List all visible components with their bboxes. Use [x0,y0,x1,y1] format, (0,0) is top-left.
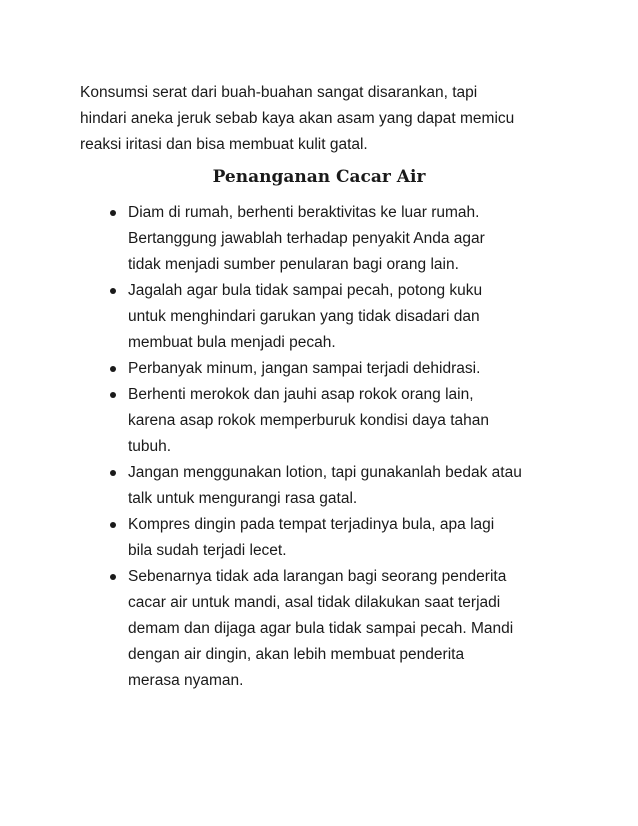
bullet-item [128,564,568,694]
bullet-line: Jangan menggunakan lotion, tapi gunakanlah bedak atau [128,464,522,481]
bullet-icon [110,470,116,476]
bullet-line: Berhenti merokok dan jauhi asap rokok orang lain, [128,386,474,403]
bullet-icon [110,574,116,580]
bullet-line: dengan air dingin, akan lebih membuat penderita [128,646,465,663]
bullet-line: tidak menjadi sumber penularan bagi orang lain. [128,256,459,273]
bullet-line: bila sudah terjadi lecet. [128,542,287,559]
bullet-item [128,356,568,382]
intro-line: Konsumsi serat dari buah-buahan sangat disarankan, tapi [80,84,478,101]
intro-line: hindari aneka jeruk sebab kaya akan asam yang dapat memicu [80,110,515,127]
bullet-item [128,382,568,460]
intro-paragraph [80,80,580,158]
bullet-line: Perbanyak minum, jangan sampai terjadi dehidrasi. [128,360,481,377]
bullet-item [128,460,568,512]
bullet-line: untuk menghindari garukan yang tidak disadari dan [128,308,480,325]
bullet-line: Jagalah agar bula tidak sampai pecah, potong kuku [128,282,483,299]
bullet-line: demam dan dijaga agar bula tidak sampai pecah. Mandi [128,620,514,637]
bullet-icon [110,288,116,294]
bullet-line: tubuh. [128,438,172,455]
bullet-item [128,512,568,564]
bullet-line: Diam di rumah, berhenti beraktivitas ke luar rumah. [128,204,480,221]
bullet-line: Sebenarnya tidak ada larangan bagi seorang penderita [128,568,507,585]
bullet-line: membuat bula menjadi pecah. [128,334,336,351]
bullet-icon [110,210,116,216]
bullet-icon [110,392,116,398]
bullet-line: Kompres dingin pada tempat terjadinya bula, apa lagi [128,516,495,533]
bullet-line: Bertanggung jawablah terhadap penyakit Anda agar [128,230,485,247]
bullet-item [128,200,568,278]
bullet-line: merasa nyaman. [128,672,244,689]
bullet-line: talk untuk mengurangi rasa gatal. [128,490,358,507]
bullet-icon [110,522,116,528]
section-heading: Penanganan Cacar Air [212,167,426,187]
bullet-list [128,200,568,694]
bullet-icon [110,366,116,372]
bullet-item [128,278,568,356]
bullet-line: cacar air untuk mandi, asal tidak dilakukan saat terjadi [128,594,501,611]
intro-line: reaksi iritasi dan bisa membuat kulit gatal. [80,136,368,153]
bullet-line: karena asap rokok memperburuk kondisi daya tahan [128,412,490,429]
